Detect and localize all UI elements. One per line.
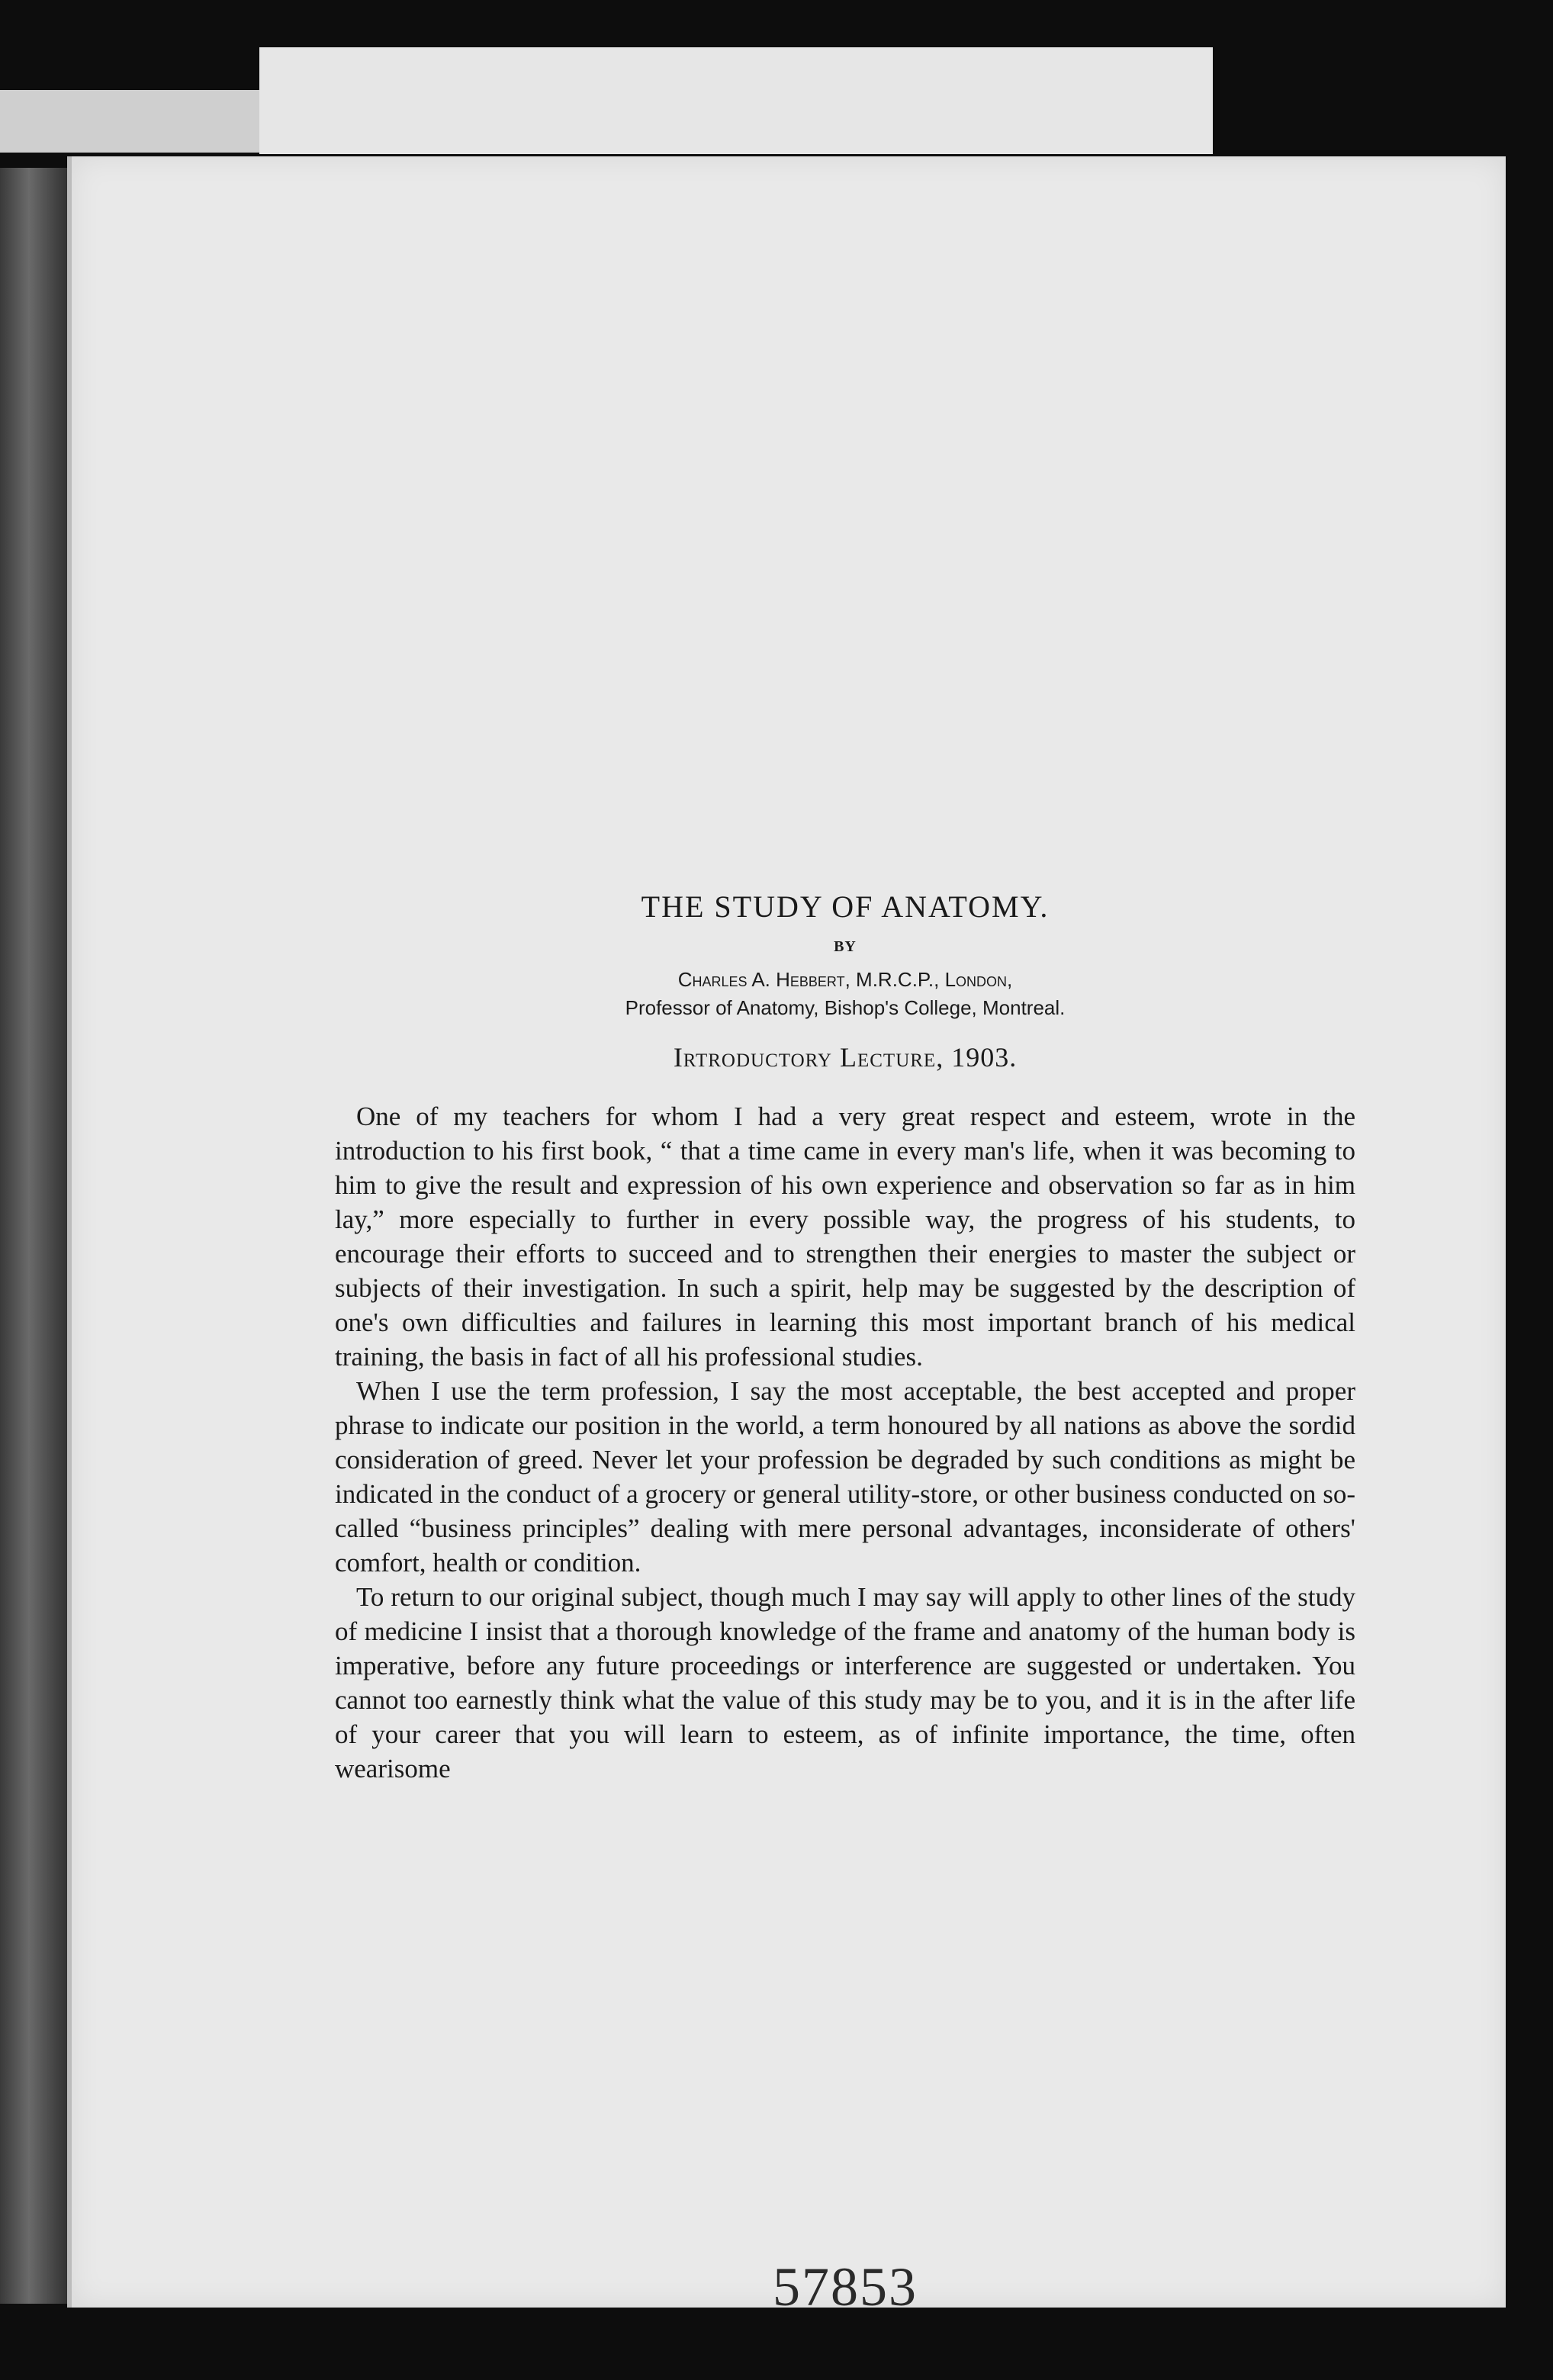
document-title: THE STUDY OF ANATOMY. bbox=[641, 889, 1050, 924]
document-content bbox=[335, 889, 1355, 2317]
author-name: Charles A. Hebbert, M.R.C.P., London, bbox=[677, 968, 1013, 991]
body-paragraph: One of my teachers for whom I had a very great respect and esteem, wrote in the introduction to his first book, “ that a time came in every man's life, when it was becoming to him to give the result and expression of his own experience and observation so far as in him lay,” more especially to further in every possible way, the progress of his students, to encourage their efforts to succeed and to strengthen their energies to master the subject or subjects of their investigation. In such a spirit, help may be suggested by the description of one's own difficulties and failures in learning this most important branch of his medical training, the basis in fact of all his professional studies. bbox=[335, 1102, 1355, 1372]
author-affiliation: Professor of Anatomy, Bishop's College, Montreal. bbox=[625, 996, 1066, 1019]
scan-binding-edge bbox=[0, 168, 72, 2304]
document-page bbox=[67, 156, 1506, 2317]
catalog-number: 57853 bbox=[773, 2256, 918, 2317]
scan-paper-strip bbox=[259, 47, 1213, 154]
lecture-heading: Irtroductory Lecture, 1903. bbox=[673, 1042, 1018, 1073]
scan-margin-left bbox=[0, 90, 259, 153]
body-paragraph: When I use the term profession, I say the most acceptable, the best accepted and proper phrase to indicate our position in the world, a term honoured by all nations as above the sordid consideration of greed. Never let your profession be degraded by such conditions as might be indicated in the conduct of a grocery or general utility-store, or other business conducted on so-called “business principles” dealing with mere personal advantages, inconsiderate of others' comfort, health or condition. bbox=[335, 1376, 1355, 1578]
byline-label: BY bbox=[834, 938, 857, 955]
body-paragraph: To return to our original subject, though much I may say will apply to other lines of the study of medicine I insist that a thorough knowledge of the frame and anatomy of the human body is imperative, before any future proceedings or interference are suggested or undertaken. You cannot too earnestly think what the value of this study may be to you, and it is in the after life of your career that you will learn to esteem, as of infinite importance, the time, often wearisome bbox=[335, 1582, 1355, 1783]
